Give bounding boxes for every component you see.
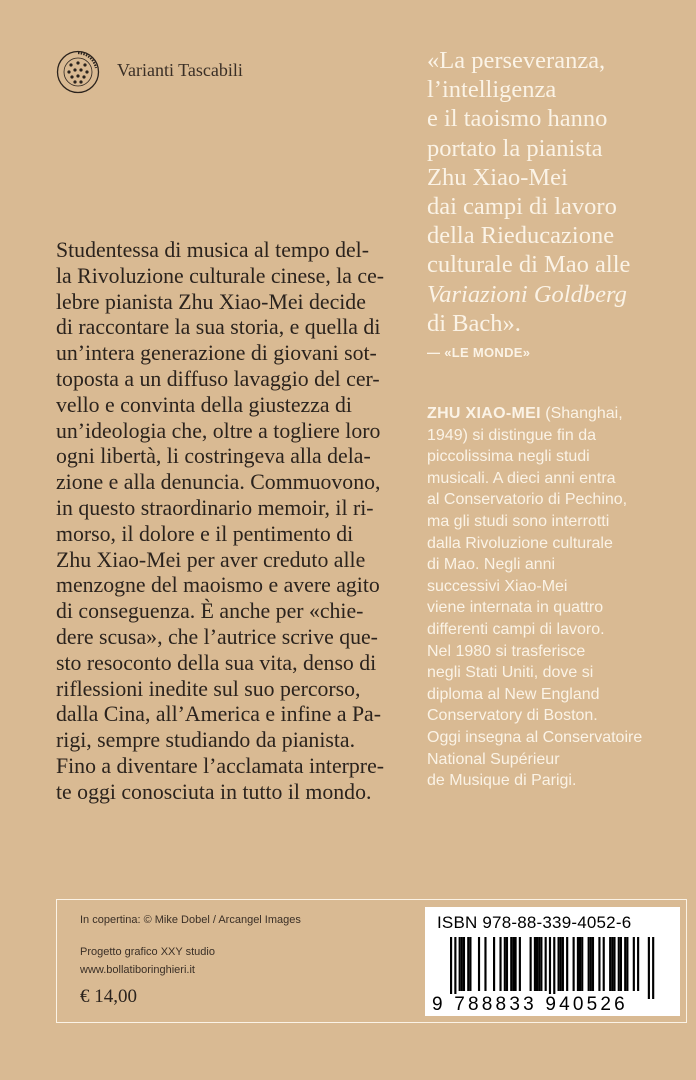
bio-line: negli Stati Uniti, dove si: [427, 664, 594, 682]
series-name: Varianti Tascabili: [117, 60, 243, 80]
barcode-bar: [590, 937, 592, 991]
publisher-website: www.bollatiboringhieri.it: [80, 964, 195, 976]
blurb-line: in questo straordinario memoir, il ri-: [56, 495, 374, 520]
barcode-bar: [549, 937, 551, 999]
barcode-bar: [579, 937, 581, 991]
barcode-bar: [506, 937, 508, 991]
barcode-bar: [493, 937, 495, 991]
barcode-bar: [461, 937, 463, 991]
blurb-line: menzogne del maoismo e avere agito: [56, 573, 380, 598]
blurb-line: di raccontare la sua storia, e quella di: [56, 315, 381, 340]
bio-line: dalla Rivoluzione culturale: [427, 534, 613, 552]
barcode-bar: [467, 937, 469, 991]
barcode-bar: [454, 937, 456, 999]
design-credit: Progetto grafico XXY studio: [80, 946, 215, 958]
star-dot: [69, 63, 72, 66]
quote-line: «La perseveranza,: [427, 47, 606, 74]
barcode-bar: [553, 937, 555, 999]
barcode-bar: [603, 937, 605, 991]
isbn-number: ISBN 978-88-339-4052-6: [437, 913, 632, 932]
quote-line: Variazioni Goldberg: [427, 280, 627, 308]
barcode-bar: [577, 937, 579, 991]
bio-line: piccolissima negli studi: [427, 448, 590, 466]
bio-line: diploma al New England: [427, 685, 600, 703]
barcode-bar: [504, 937, 506, 991]
quote-line: Zhu Xiao-Mei: [427, 163, 568, 191]
bio-line: musicali. A dieci anni entra: [427, 469, 616, 487]
bio-first-line: [427, 403, 689, 425]
star-dot: [85, 70, 88, 73]
blurb-line: dere scusa», che l’autrice scrive que-: [56, 624, 378, 649]
quote-line: culturale di Mao alle: [427, 251, 631, 279]
blurb-line: dalla Cina, all’America e infine a Pa-: [56, 702, 381, 727]
blurb-line: zione e alla denuncia. Commuovono,: [56, 470, 381, 495]
author-name: ZHU XIAO-MEI: [427, 405, 541, 422]
star-dot: [70, 75, 73, 78]
barcode-digits-text: 9 788833 940526: [432, 994, 628, 1015]
quote-line: di Bach».: [427, 309, 521, 337]
book-blurb: [56, 238, 402, 806]
barcode-bar: [560, 937, 562, 991]
author-birth: (Shanghai,: [540, 405, 623, 422]
quote-line: della Rieducazione: [427, 222, 615, 250]
blurb-line: te oggi conosciuta in tutto il mondo.: [56, 779, 372, 804]
star-dot: [76, 61, 79, 64]
author-bio: [427, 403, 689, 792]
barcode-bar: [499, 937, 501, 991]
blurb-line: vello e convinta della giustezza di: [56, 392, 352, 417]
barcode-bar: [592, 937, 594, 991]
barcode-bar: [469, 937, 471, 991]
blurb-line: morso, il dolore e il pentimento di: [56, 521, 354, 546]
bio-line: differenti campi di lavoro.: [427, 620, 605, 638]
barcode-bar: [510, 937, 512, 991]
bio-line: Conservatory di Boston.: [427, 707, 598, 725]
barcode-bar: [581, 937, 583, 991]
barcode-bar: [618, 937, 620, 991]
star-dot: [79, 68, 82, 71]
barcode-bar: [624, 937, 626, 991]
blurb-line: Studentessa di musica al tempo del-: [56, 238, 369, 262]
barcode-digits: [432, 994, 674, 1016]
publisher-seal-logo-icon: [56, 50, 100, 94]
barcode-bar: [633, 937, 635, 991]
bio-line: de Musique di Parigi.: [427, 772, 577, 790]
barcode-bar: [515, 937, 517, 991]
barcode-bar: [652, 937, 654, 999]
barcode-bar: [558, 937, 560, 991]
barcode-bar: [538, 937, 540, 991]
quote-line: l’intelligenza: [427, 76, 557, 104]
star-dot: [73, 80, 76, 83]
bio-line: Nel 1980 si trasferisce: [427, 642, 586, 660]
barcode-bar: [463, 937, 465, 991]
cover-credit: In copertina: © Mike Dobel / Arcangel Images: [80, 914, 301, 926]
barcode-bar: [545, 937, 547, 991]
star-dot: [82, 75, 85, 78]
barcode-bar: [530, 937, 532, 991]
barcode-bar: [588, 937, 590, 991]
quote-line: portato la pianista: [427, 134, 603, 162]
barcode-bar: [534, 937, 536, 991]
quote-line: dai campi di lavoro: [427, 193, 617, 221]
blurb-line: toposta a un diffuso lavaggio del cer-: [56, 366, 380, 391]
barcode-bar: [450, 937, 452, 999]
barcode-bar: [512, 937, 514, 991]
barcode-bar: [620, 937, 622, 991]
barcode-bar: [519, 937, 521, 991]
barcode-bar: [536, 937, 538, 991]
barcode-bar: [626, 937, 628, 991]
blurb-line: rigi, sempre studiando da pianista.: [56, 728, 356, 753]
bio-line: al Conservatorio di Pechino,: [427, 491, 628, 509]
bio-line: di Mao. Negli anni: [427, 556, 556, 574]
blurb-line: Fino a diventare l’acclamata interpre-: [56, 753, 384, 778]
barcode-bar: [613, 937, 615, 991]
bio-line: Oggi insegna al Conservatoire: [427, 728, 643, 746]
barcode-bar: [609, 937, 611, 991]
barcode-icon: [432, 937, 674, 999]
barcode-bar: [540, 937, 542, 991]
barcode-bar: [459, 937, 461, 991]
barcode-bar: [648, 937, 650, 999]
blurb-line: la Rivoluzione culturale cinese, la ce-: [56, 263, 385, 288]
barcode-bar: [598, 937, 600, 991]
quote-source: — «LE MONDE»: [427, 345, 531, 360]
barcode-bar: [573, 937, 575, 991]
barcode-bar: [637, 937, 639, 991]
press-quote: [427, 46, 689, 338]
barcode-bar: [566, 937, 568, 991]
barcode-bar: [478, 937, 480, 991]
blurb-line: sto resoconto della sua vita, denso di: [56, 650, 377, 675]
bio-line: successivi Xiao-Mei: [427, 577, 568, 595]
barcode-bar: [611, 937, 613, 991]
blurb-line: di conseguenza. È anche per «chie-: [56, 599, 364, 624]
bio-line: 1949) si distingue fin da: [427, 426, 596, 444]
blurb-line: Zhu Xiao-Mei per aver creduto alle: [56, 547, 366, 572]
barcode-bar: [562, 937, 564, 991]
blurb-line: lebre pianista Zhu Xiao-Mei decide: [56, 289, 366, 314]
blurb-line: un’ideologia che, oltre a togliere loro: [56, 418, 381, 443]
star-dot: [79, 80, 82, 83]
star-dot: [76, 74, 79, 77]
barcode-bar: [484, 937, 486, 991]
bio-line: ma gli studi sono interrotti: [427, 512, 610, 530]
star-dot: [73, 68, 76, 71]
blurb-line: riflessioni inedite sul suo percorso,: [56, 676, 361, 701]
blurb-line: un’intera generazione di giovani sot-: [56, 341, 377, 366]
blurb-line: ogni libertà, li costringeva alla dela-: [56, 444, 371, 469]
bio-line: National Supérieur: [427, 750, 560, 768]
quote-line: e il taoismo hanno: [427, 105, 608, 133]
bio-line: viene internata in quattro: [427, 599, 604, 617]
price: € 14,00: [80, 986, 137, 1007]
star-dot: [83, 63, 86, 66]
star-dot: [67, 70, 70, 73]
